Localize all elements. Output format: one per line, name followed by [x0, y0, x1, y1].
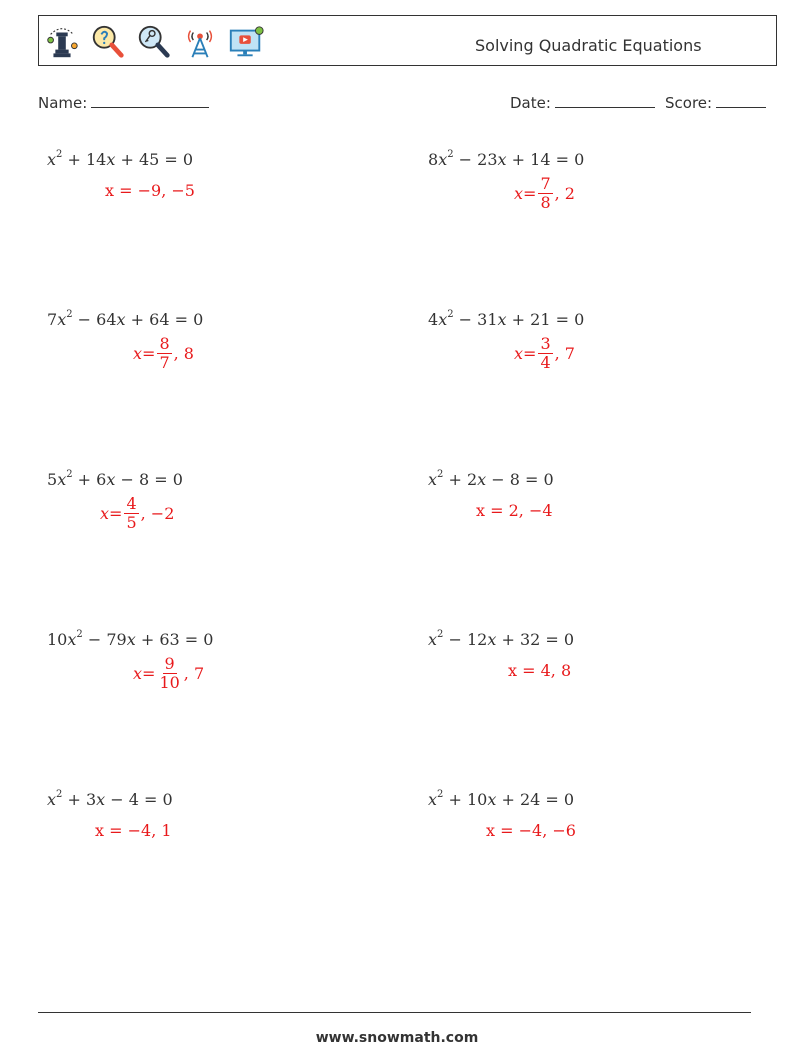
date-field: [510, 93, 655, 112]
term-b: + 2: [443, 470, 478, 489]
answer-second-root: , 2: [554, 184, 575, 203]
fraction-numerator: 8: [159, 334, 170, 353]
fraction-denominator: 7: [159, 353, 170, 372]
term-c: + 24 = 0: [496, 790, 575, 809]
variable: x: [428, 470, 438, 489]
footer-divider: [38, 1012, 751, 1013]
term-c: + 64 = 0: [125, 310, 204, 329]
problem-answer: [105, 181, 195, 200]
term-c: + 45 = 0: [115, 150, 194, 169]
answer-text: x = −9, −5: [105, 181, 195, 200]
magnifier-question-icon: [89, 23, 127, 61]
fraction-denominator: 8: [540, 193, 551, 212]
magnifier-key-icon: [135, 23, 173, 61]
equals: =: [109, 504, 123, 523]
name-field: [38, 93, 209, 112]
score-field: [665, 93, 766, 112]
variable: x: [438, 150, 448, 169]
term-c: − 8 = 0: [486, 470, 554, 489]
answer-second-root: , 7: [554, 344, 575, 363]
variable: x: [116, 310, 126, 329]
fraction-denominator: 5: [126, 513, 137, 532]
exponent: 2: [56, 148, 63, 160]
fraction-numerator: 4: [126, 494, 137, 513]
term-b: + 6: [72, 470, 107, 489]
problem-equation: [47, 150, 193, 169]
header-icons: [43, 21, 265, 63]
problem-answer: [514, 175, 575, 212]
problem-equation: [47, 790, 173, 809]
equals: =: [142, 664, 156, 683]
problem-answer: [476, 501, 553, 520]
footer-url: www.snowmath.com: [315, 1030, 479, 1046]
problem-equation: [428, 310, 584, 329]
exponent: 2: [447, 308, 454, 320]
term-c: + 32 = 0: [496, 630, 575, 649]
problem-equation: [47, 630, 213, 649]
variable: x: [47, 790, 57, 809]
exponent: 2: [447, 148, 454, 160]
exponent: 2: [56, 788, 63, 800]
answer-fraction: [157, 655, 181, 692]
problem-equation: [47, 310, 203, 329]
variable: x: [100, 504, 110, 523]
variable: x: [487, 630, 497, 649]
worksheet-header: [38, 15, 777, 66]
exponent: 2: [437, 468, 444, 480]
problem-equation: [428, 630, 574, 649]
answer-second-root: , 8: [173, 344, 194, 363]
problem-equation: [428, 150, 584, 169]
fraction-denominator: 10: [159, 673, 180, 692]
score-label: Score:: [665, 94, 713, 112]
answer-text: x = −4, −6: [486, 821, 576, 840]
problem-answer: [100, 495, 174, 532]
answer-text: x = 4, 8: [508, 661, 572, 680]
worksheet-title: Solving Quadratic Equations: [475, 36, 702, 55]
fraction-denominator: 4: [540, 353, 551, 372]
problem-equation: [428, 790, 574, 809]
term-b: − 12: [443, 630, 488, 649]
term-c: − 4 = 0: [105, 790, 173, 809]
name-blank: [91, 93, 209, 108]
exponent: 2: [76, 628, 83, 640]
problem-answer: [508, 661, 571, 680]
answer-fraction: [538, 335, 552, 372]
variable: x: [514, 344, 524, 363]
variable: x: [428, 790, 438, 809]
term-c: + 21 = 0: [506, 310, 585, 329]
answer-text: x = 2, −4: [476, 501, 553, 520]
variable: x: [106, 150, 116, 169]
answer-fraction: [538, 175, 552, 212]
variable: x: [477, 470, 487, 489]
variable: x: [106, 470, 116, 489]
variable: x: [428, 630, 438, 649]
name-label: Name:: [38, 94, 88, 112]
variable: x: [96, 790, 106, 809]
variable: x: [514, 184, 524, 203]
term-b: − 79: [82, 630, 127, 649]
term-b: + 3: [62, 790, 97, 809]
term-b: + 14: [62, 150, 107, 169]
term-b: − 64: [72, 310, 117, 329]
term-b: + 10: [443, 790, 488, 809]
variable: x: [497, 150, 507, 169]
term-b: − 31: [453, 310, 498, 329]
variable: x: [47, 150, 57, 169]
variable: x: [497, 310, 507, 329]
variable: x: [57, 470, 67, 489]
equals: =: [523, 344, 537, 363]
coef-a: 4: [428, 310, 439, 329]
chess-rook-icon: [43, 23, 81, 61]
variable: x: [67, 630, 77, 649]
term-c: − 8 = 0: [115, 470, 183, 489]
answer-second-root: , −2: [140, 504, 175, 523]
coef-a: 8: [428, 150, 439, 169]
fraction-numerator: 7: [540, 174, 551, 193]
variable: x: [57, 310, 67, 329]
variable: x: [133, 664, 143, 683]
problem-answer: [486, 821, 576, 840]
answer-fraction: [124, 495, 138, 532]
equals: =: [523, 184, 537, 203]
exponent: 2: [437, 628, 444, 640]
answer-fraction: [157, 335, 171, 372]
fraction-numerator: 3: [540, 334, 551, 353]
answer-text: x = −4, 1: [95, 821, 172, 840]
term-c: + 14 = 0: [506, 150, 585, 169]
date-blank: [555, 93, 655, 108]
problem-answer: [133, 335, 194, 372]
video-monitor-icon: [227, 23, 265, 61]
answer-second-root: , 7: [183, 664, 205, 683]
problem-answer: [514, 335, 575, 372]
exponent: 2: [437, 788, 444, 800]
radio-tower-icon: [181, 23, 219, 61]
problem-answer: [95, 821, 172, 840]
variable: x: [126, 630, 136, 649]
problem-equation: [47, 470, 183, 489]
score-blank: [716, 93, 766, 108]
problem-equation: [428, 470, 554, 489]
exponent: 2: [66, 468, 73, 480]
variable: x: [487, 790, 497, 809]
variable: x: [133, 344, 143, 363]
term-b: − 23: [453, 150, 498, 169]
equals: =: [142, 344, 156, 363]
exponent: 2: [66, 308, 73, 320]
coef-a: 10: [47, 630, 68, 649]
fraction-numerator: 9: [164, 654, 175, 673]
coef-a: 5: [47, 470, 58, 489]
coef-a: 7: [47, 310, 58, 329]
term-c: + 63 = 0: [135, 630, 214, 649]
problem-answer: [133, 655, 204, 692]
variable: x: [438, 310, 448, 329]
date-label: Date:: [510, 94, 551, 112]
